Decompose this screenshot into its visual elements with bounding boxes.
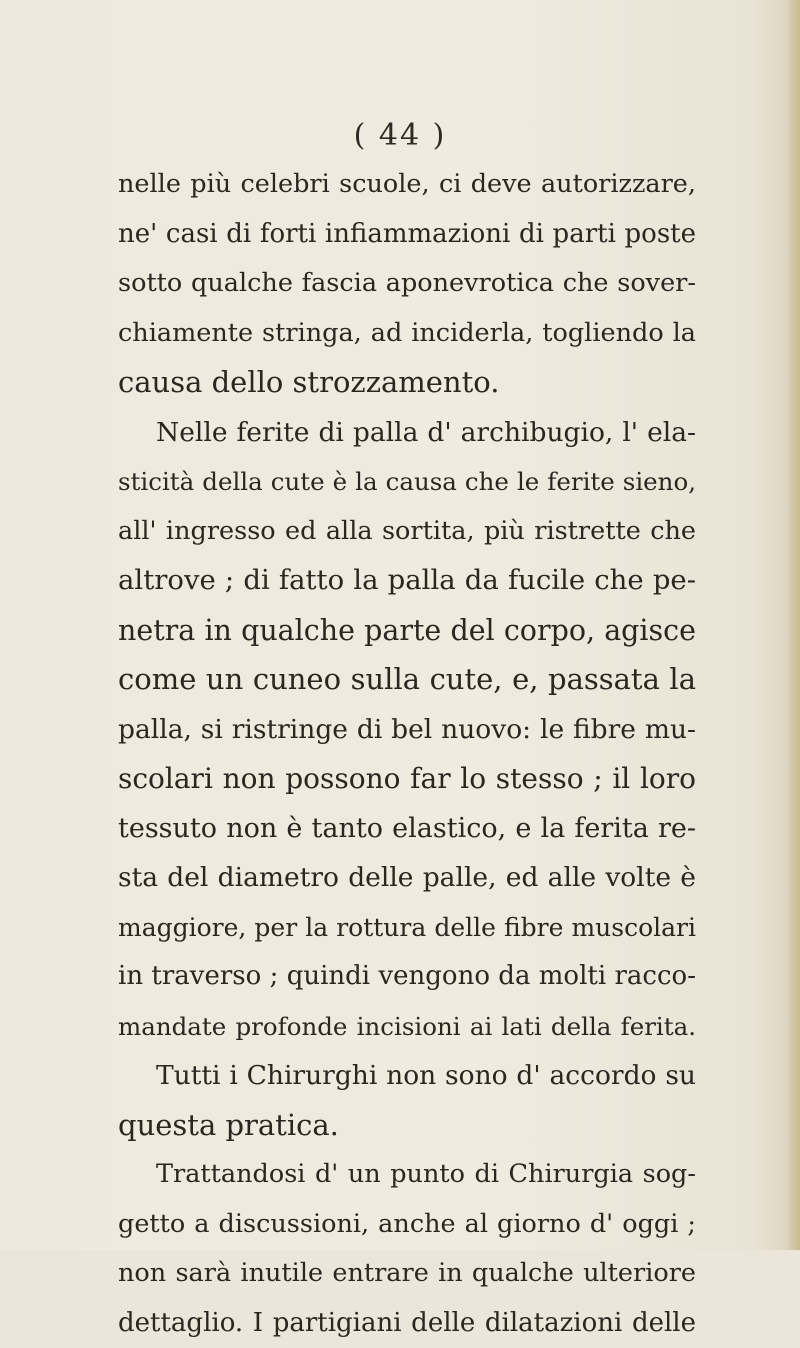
text-line: palla, si ristringe di bel nuovo: le fibre mu- (118, 705, 696, 755)
text-line: Tutti i Chirurghi non sono d' accordo su (118, 1051, 696, 1101)
text-line: dettaglio. I partigiani delle dilatazioni delle (118, 1299, 696, 1348)
text-line: chiamente stringa, ad inciderla, togliendo la (118, 309, 696, 359)
text-line: netra in qualche parte del corpo, agisce (118, 606, 696, 656)
text-line: Trattandosi d' un punto di Chirurgia sog- (118, 1150, 696, 1200)
text-line: sta del diametro delle palle, ed alle volte è (118, 853, 696, 903)
text-line: causa dello strozzamento. (118, 358, 696, 408)
text-line: questa pratica. (118, 1101, 696, 1151)
text-line: all' ingresso ed alla sortita, più ristrette che (118, 507, 696, 557)
text-line: Nelle ferite di palla d' archibugio, l' ela- (118, 408, 696, 458)
page-edge (786, 0, 800, 1250)
text-line: ne' casi di forti infiammazioni di parti poste (118, 210, 696, 260)
text-line: in traverso ; quindi vengono da molti racco- (118, 952, 696, 1002)
text-line: mandate profonde incisioni ai lati della ferita. (118, 1002, 696, 1052)
page-number: ( 44 ) (0, 118, 800, 153)
text-line: getto a discussioni, anche al giorno d' oggi ; (118, 1200, 696, 1250)
text-line: tessuto non è tanto elastico, e la ferita re- (118, 804, 696, 854)
text-line: scolari non possono far lo stesso ; il loro (118, 754, 696, 804)
text-line: sticità della cute è la causa che le ferite sieno, (118, 457, 696, 507)
text-line: come un cuneo sulla cute, e, passata la (118, 655, 696, 705)
text-line: sotto qualche fascia aponevrotica che sover- (118, 259, 696, 309)
text-line: non sarà inutile entrare in qualche ulteriore (118, 1249, 696, 1299)
text-line: nelle più celebri scuole, ci deve autorizzare, (118, 160, 696, 210)
text-line: maggiore, per la rottura delle fibre muscolari (118, 903, 696, 953)
text-line: altrove ; di fatto la palla da fucile che pe- (118, 556, 696, 606)
body-text (118, 160, 696, 1348)
